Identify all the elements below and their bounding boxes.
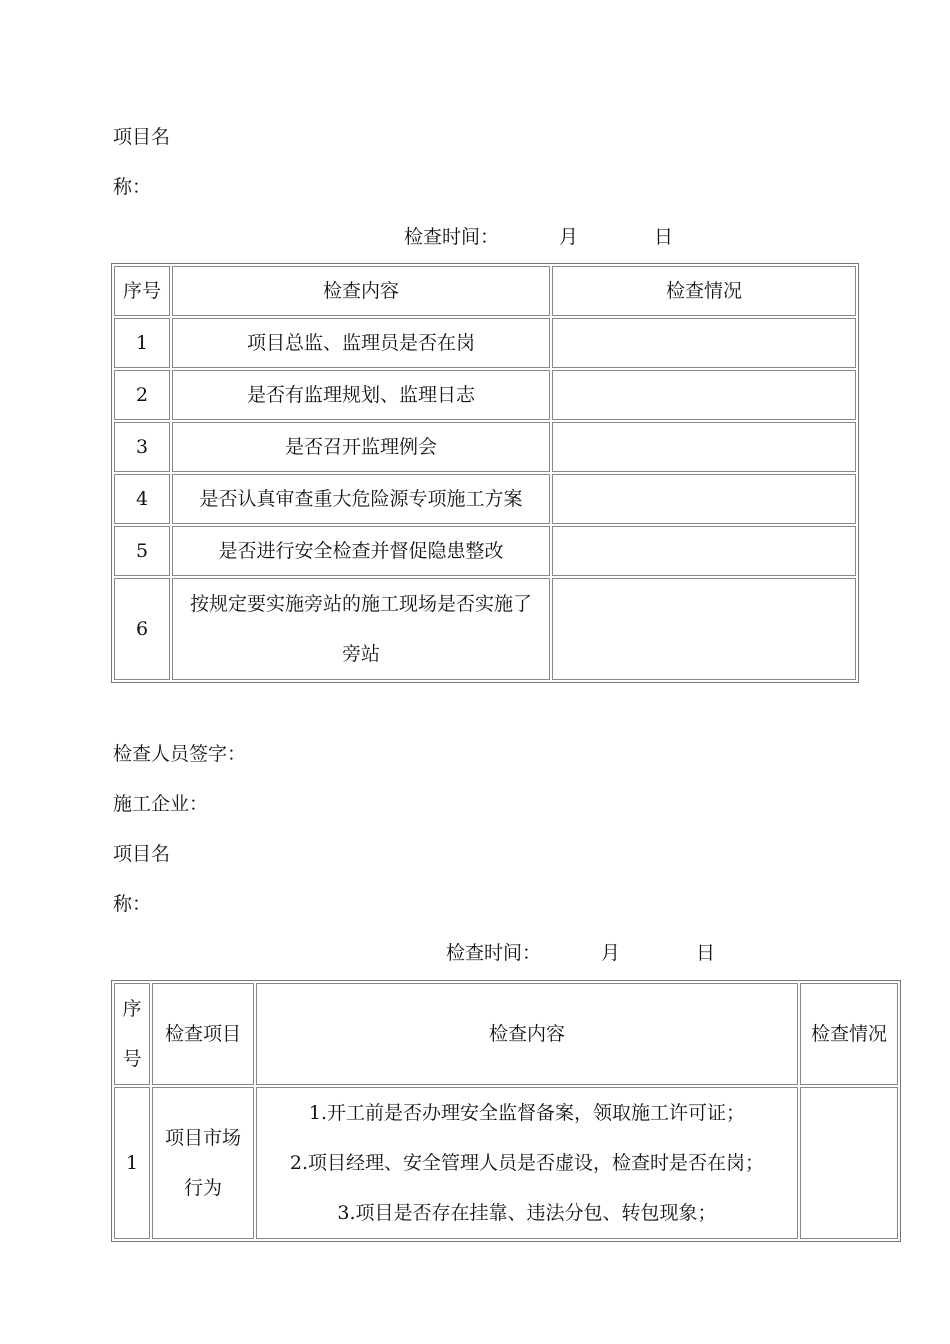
- header-no-line: 号: [122, 1048, 142, 1070]
- header-content: 检查内容: [172, 266, 550, 316]
- row-no: 2: [114, 370, 170, 420]
- project-name-label: 项目名: [113, 843, 171, 865]
- table-header-row: [114, 983, 898, 1085]
- company-label: 施工企业：: [113, 793, 209, 815]
- project-name-label: 项目名: [113, 126, 171, 148]
- table-row: [114, 474, 856, 524]
- header-no: 序号: [114, 266, 170, 316]
- row-status[interactable]: [552, 318, 856, 368]
- row-content: 是否有监理规划、监理日志: [172, 370, 550, 420]
- row-no: 5: [114, 526, 170, 576]
- row-status[interactable]: [552, 526, 856, 576]
- header-no-line: 序: [122, 998, 142, 1020]
- check-time-label: 检查时间：: [404, 226, 500, 248]
- table-row: [114, 422, 856, 472]
- row-status[interactable]: [552, 474, 856, 524]
- table-header-row: [114, 266, 856, 316]
- header-status: 检查情况: [552, 266, 856, 316]
- row-content: 是否召开监理例会: [172, 422, 550, 472]
- project-name-label-cont: 称：: [113, 176, 152, 198]
- header-item: 检查项目: [152, 983, 254, 1085]
- row-no: 6: [114, 578, 170, 680]
- row-status[interactable]: [552, 422, 856, 472]
- month-label: 月: [601, 942, 621, 964]
- row-no: 3: [114, 422, 170, 472]
- table-row: [114, 370, 856, 420]
- row-content-line: 按规定要实施旁站的施工现场是否实施了: [189, 593, 532, 615]
- table-row: [114, 526, 856, 576]
- table-row: [114, 318, 856, 368]
- row-no: 1: [114, 318, 170, 368]
- row-content-line: 旁站: [341, 643, 380, 665]
- row-item-line: 行为: [183, 1177, 222, 1199]
- signature-label: 检查人员签字：: [113, 743, 247, 765]
- check-time-label: 检查时间：: [446, 942, 542, 964]
- row-content: [172, 578, 550, 680]
- row-content-line: 2.项目经理、安全管理人员是否虚设，检查时是否在岗；: [289, 1152, 765, 1174]
- row-content-line: 3.项目是否存在挂靠、违法分包、转包现象；: [337, 1202, 717, 1224]
- row-status[interactable]: [552, 370, 856, 420]
- day-label: 日: [696, 942, 716, 964]
- month-label: 月: [559, 226, 579, 248]
- row-item-line: 项目市场: [164, 1127, 241, 1149]
- market-behavior-check-table: [111, 980, 901, 1242]
- row-content: 是否进行安全检查并督促隐患整改: [172, 526, 550, 576]
- table-row: [114, 1087, 898, 1239]
- row-content-line: 1.开工前是否办理安全监督备案，领取施工许可证；: [308, 1102, 746, 1124]
- header-no: [114, 983, 150, 1085]
- row-content: [256, 1087, 798, 1239]
- supervision-check-table: [111, 263, 859, 683]
- table-row: [114, 578, 856, 680]
- row-status[interactable]: [552, 578, 856, 680]
- row-no: 1: [114, 1087, 150, 1239]
- day-label: 日: [654, 226, 674, 248]
- row-status[interactable]: [800, 1087, 898, 1239]
- project-name-label-cont: 称：: [113, 893, 152, 915]
- row-item: [152, 1087, 254, 1239]
- row-content: 是否认真审查重大危险源专项施工方案: [172, 474, 550, 524]
- header-status: 检查情况: [800, 983, 898, 1085]
- header-content: 检查内容: [256, 983, 798, 1085]
- row-no: 4: [114, 474, 170, 524]
- row-content: 项目总监、监理员是否在岗: [172, 318, 550, 368]
